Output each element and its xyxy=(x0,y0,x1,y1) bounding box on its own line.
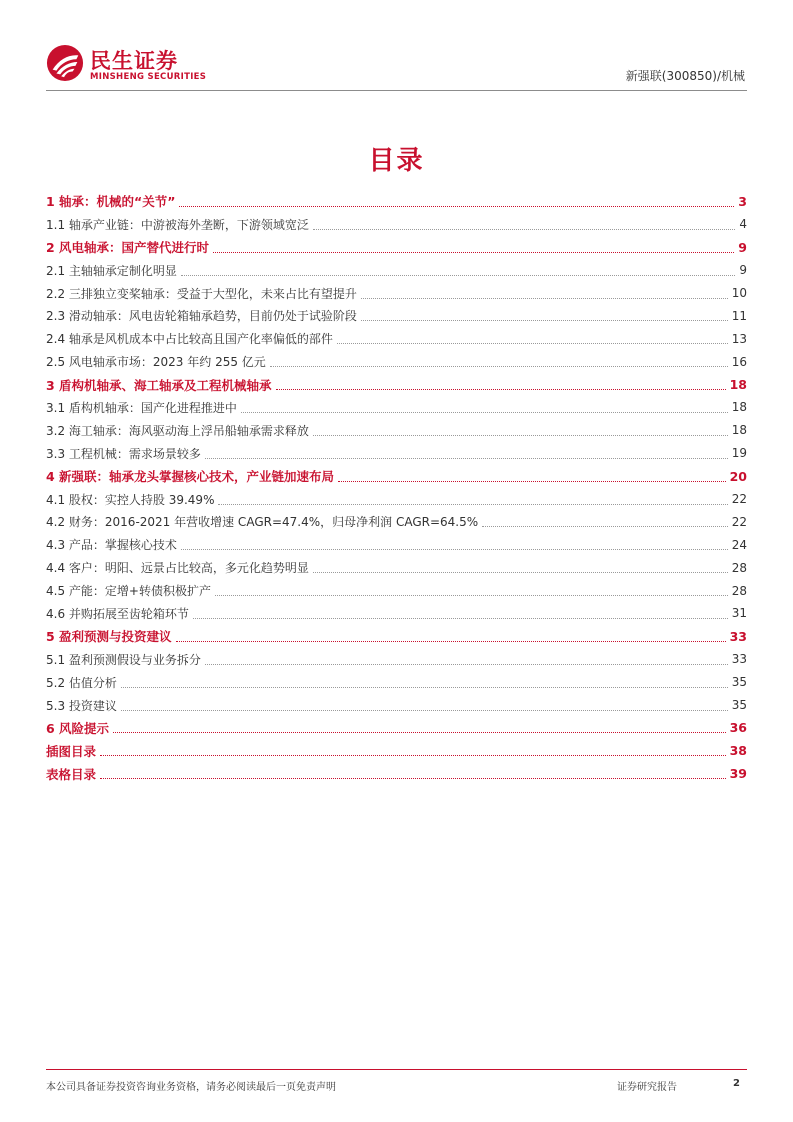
toc-dot-leader xyxy=(100,778,726,779)
toc-entry-label: 4.2 财务：2016-2021 年营收增速 CAGR=47.4%，归母净利润 CAGR=64.5% xyxy=(46,515,479,530)
toc-entry-page: 31 xyxy=(731,606,747,621)
toc-entry-label: 2.4 轴承是风机成本中占比较高且国产化率偏低的部件 xyxy=(46,332,333,347)
report-reference: 新强联(300850)/机械 xyxy=(625,69,745,83)
toc-entry-section[interactable] xyxy=(46,419,747,442)
toc-entry-section[interactable] xyxy=(46,556,747,579)
toc-entry-label: 4.4 客户：明阳、远景占比较高，多元化趋势明显 xyxy=(46,561,309,576)
toc-dot-leader xyxy=(241,412,728,413)
toc-entry-section[interactable] xyxy=(46,671,747,694)
toc-entry-label: 1.1 轴承产业链：中游被海外垄断，下游领域宽泛 xyxy=(46,217,309,232)
toc-entry-page: 18 xyxy=(731,400,747,415)
page-header xyxy=(46,44,747,90)
toc-dot-leader xyxy=(482,526,728,527)
toc-entry-section[interactable] xyxy=(46,282,747,305)
toc-dot-leader xyxy=(337,343,728,344)
toc-entry-page: 33 xyxy=(729,628,747,644)
toc-dot-leader xyxy=(179,206,734,207)
toc-entry-label: 2.5 风电轴承市场：2023 年约 255 亿元 xyxy=(46,355,266,370)
toc-entry-label: 3 盾构机轴承、海工轴承及工程机械轴承 xyxy=(46,377,272,393)
toc-entry-label: 4.3 产品：掌握核心技术 xyxy=(46,538,177,553)
toc-dot-leader xyxy=(338,481,726,482)
toc-entry-page: 22 xyxy=(731,492,747,507)
toc-entry-page: 35 xyxy=(731,698,747,713)
toc-dot-leader xyxy=(121,710,728,711)
toc-entry-label: 5.1 盈利预测假设与业务拆分 xyxy=(46,652,201,667)
toc-entry-label: 3.2 海工轴承：海风驱动海上浮吊船轴承需求释放 xyxy=(46,423,309,438)
toc-entry-page: 35 xyxy=(731,675,747,690)
toc-entry-label: 2.1 主轴轴承定制化明显 xyxy=(46,263,177,278)
brand-logo-icon xyxy=(46,44,84,82)
brand-name-en: MINSHENG SECURITIES xyxy=(90,72,207,82)
header-divider xyxy=(46,90,747,91)
toc-entry-label: 6 风险提示 xyxy=(46,720,110,736)
toc-entry-chapter[interactable] xyxy=(46,762,747,785)
toc-entry-label: 2 风电轴承：国产替代进行时 xyxy=(46,240,210,256)
toc-entry-page: 16 xyxy=(731,354,747,369)
toc-dot-leader xyxy=(181,549,728,550)
toc-entry-label: 表格目录 xyxy=(46,766,97,782)
page-title: 目录 xyxy=(368,146,425,176)
toc-entry-section[interactable] xyxy=(46,304,747,327)
toc-entry-page: 9 xyxy=(739,263,747,278)
footer-disclaimer: 本公司具备证券投资咨询业务资格，请务必阅读最后一页免责声明 xyxy=(46,1082,336,1093)
toc-entry-section[interactable] xyxy=(46,442,747,465)
toc-dot-leader xyxy=(193,618,728,619)
toc-dot-leader xyxy=(205,664,728,665)
footer-divider xyxy=(46,1069,747,1070)
toc-entry-page: 4 xyxy=(739,217,747,232)
footer-page-number: 2 xyxy=(733,1078,740,1089)
toc-entry-section[interactable] xyxy=(46,213,747,236)
toc-dot-leader xyxy=(213,252,734,253)
toc-entry-page: 10 xyxy=(731,286,747,300)
toc-entry-section[interactable] xyxy=(46,327,747,350)
toc-entry-section[interactable] xyxy=(46,396,747,419)
toc-entry-page: 19 xyxy=(731,446,747,461)
toc-entry-page: 28 xyxy=(731,560,747,575)
toc-entry-chapter[interactable] xyxy=(46,190,747,213)
toc-dot-leader xyxy=(121,687,728,688)
toc-dot-leader xyxy=(205,458,728,459)
toc-entry-chapter[interactable] xyxy=(46,625,747,648)
toc-dot-leader xyxy=(218,504,727,505)
toc-entry-page: 22 xyxy=(731,514,747,529)
toc-dot-leader xyxy=(113,732,726,733)
toc-entry-page: 38 xyxy=(729,743,747,759)
toc-entry-label: 5.3 投资建议 xyxy=(46,698,117,713)
toc-entry-label: 5 盈利预测与投资建议 xyxy=(46,629,172,645)
toc-entry-label: 4.5 产能：定增+转债积极扩产 xyxy=(46,584,211,599)
toc-dot-leader xyxy=(313,572,728,573)
toc-entry-label: 3.1 盾构机轴承：国产化进程推进中 xyxy=(46,400,237,415)
toc-entry-chapter[interactable] xyxy=(46,465,747,488)
toc-entry-chapter[interactable] xyxy=(46,739,747,762)
toc-dot-leader xyxy=(361,320,728,321)
toc-dot-leader xyxy=(100,755,726,756)
toc-entry-chapter[interactable] xyxy=(46,716,747,739)
toc-entry-chapter[interactable] xyxy=(46,373,747,396)
toc-entry-section[interactable] xyxy=(46,510,747,533)
toc-entry-page: 20 xyxy=(729,468,747,484)
toc-entry-page: 9 xyxy=(738,239,747,255)
toc-entry-section[interactable] xyxy=(46,602,747,625)
toc-entry-label: 2.3 滑动轴承：风电齿轮箱轴承趋势，目前仍处于试验阶段 xyxy=(46,309,357,324)
toc-dot-leader xyxy=(270,366,728,367)
toc-dot-leader xyxy=(313,229,735,230)
toc-entry-section[interactable] xyxy=(46,533,747,556)
toc-entry-page: 36 xyxy=(729,720,747,736)
toc-entry-section[interactable] xyxy=(46,350,747,373)
brand-logo xyxy=(46,44,236,88)
toc-entry-label: 4.1 股权：实控人持股 39.49% xyxy=(46,492,215,507)
toc-dot-leader xyxy=(361,298,728,299)
toc-entry-section[interactable] xyxy=(46,694,747,717)
toc-entry-section[interactable] xyxy=(46,259,747,282)
toc-dot-leader xyxy=(276,389,726,390)
toc-entry-label: 插图目录 xyxy=(46,743,97,759)
toc-entry-label: 1 轴承：机械的“关节” xyxy=(46,194,176,210)
toc-entry-page: 24 xyxy=(731,537,747,552)
toc-entry-label: 5.2 估值分析 xyxy=(46,675,117,690)
toc-entry-section[interactable] xyxy=(46,488,747,511)
toc-dot-leader xyxy=(176,641,726,642)
toc-entry-page: 18 xyxy=(731,423,747,438)
toc-dot-leader xyxy=(313,435,728,436)
footer-report-type: 证券研究报告 xyxy=(617,1082,677,1093)
toc-entry-label: 2.2 三排独立变桨轴承：受益于大型化，未来占比有望提升 xyxy=(46,286,357,301)
toc-entry-page: 33 xyxy=(731,652,747,667)
toc-entry-section[interactable] xyxy=(46,579,747,602)
toc-dot-leader xyxy=(181,275,735,276)
toc-entry-page: 13 xyxy=(731,331,747,346)
toc-entry-page: 28 xyxy=(731,583,747,598)
toc-entry-label: 4.6 并购拓展至齿轮箱环节 xyxy=(46,606,189,621)
toc-entry-page: 3 xyxy=(738,193,747,209)
toc-entry-label: 4 新强联：轴承龙头掌握核心技术，产业链加速布局 xyxy=(46,469,335,485)
toc-entry-page: 18 xyxy=(729,377,747,393)
toc-dot-leader xyxy=(215,595,728,596)
toc-entry-chapter[interactable] xyxy=(46,236,747,259)
brand-name-cn: 民生证券 xyxy=(90,49,178,73)
table-of-contents xyxy=(46,190,747,785)
toc-entry-page: 39 xyxy=(729,766,747,782)
toc-entry-page: 11 xyxy=(731,308,747,323)
toc-entry-label: 3.3 工程机械：需求场景较多 xyxy=(46,446,201,461)
toc-entry-section[interactable] xyxy=(46,648,747,671)
